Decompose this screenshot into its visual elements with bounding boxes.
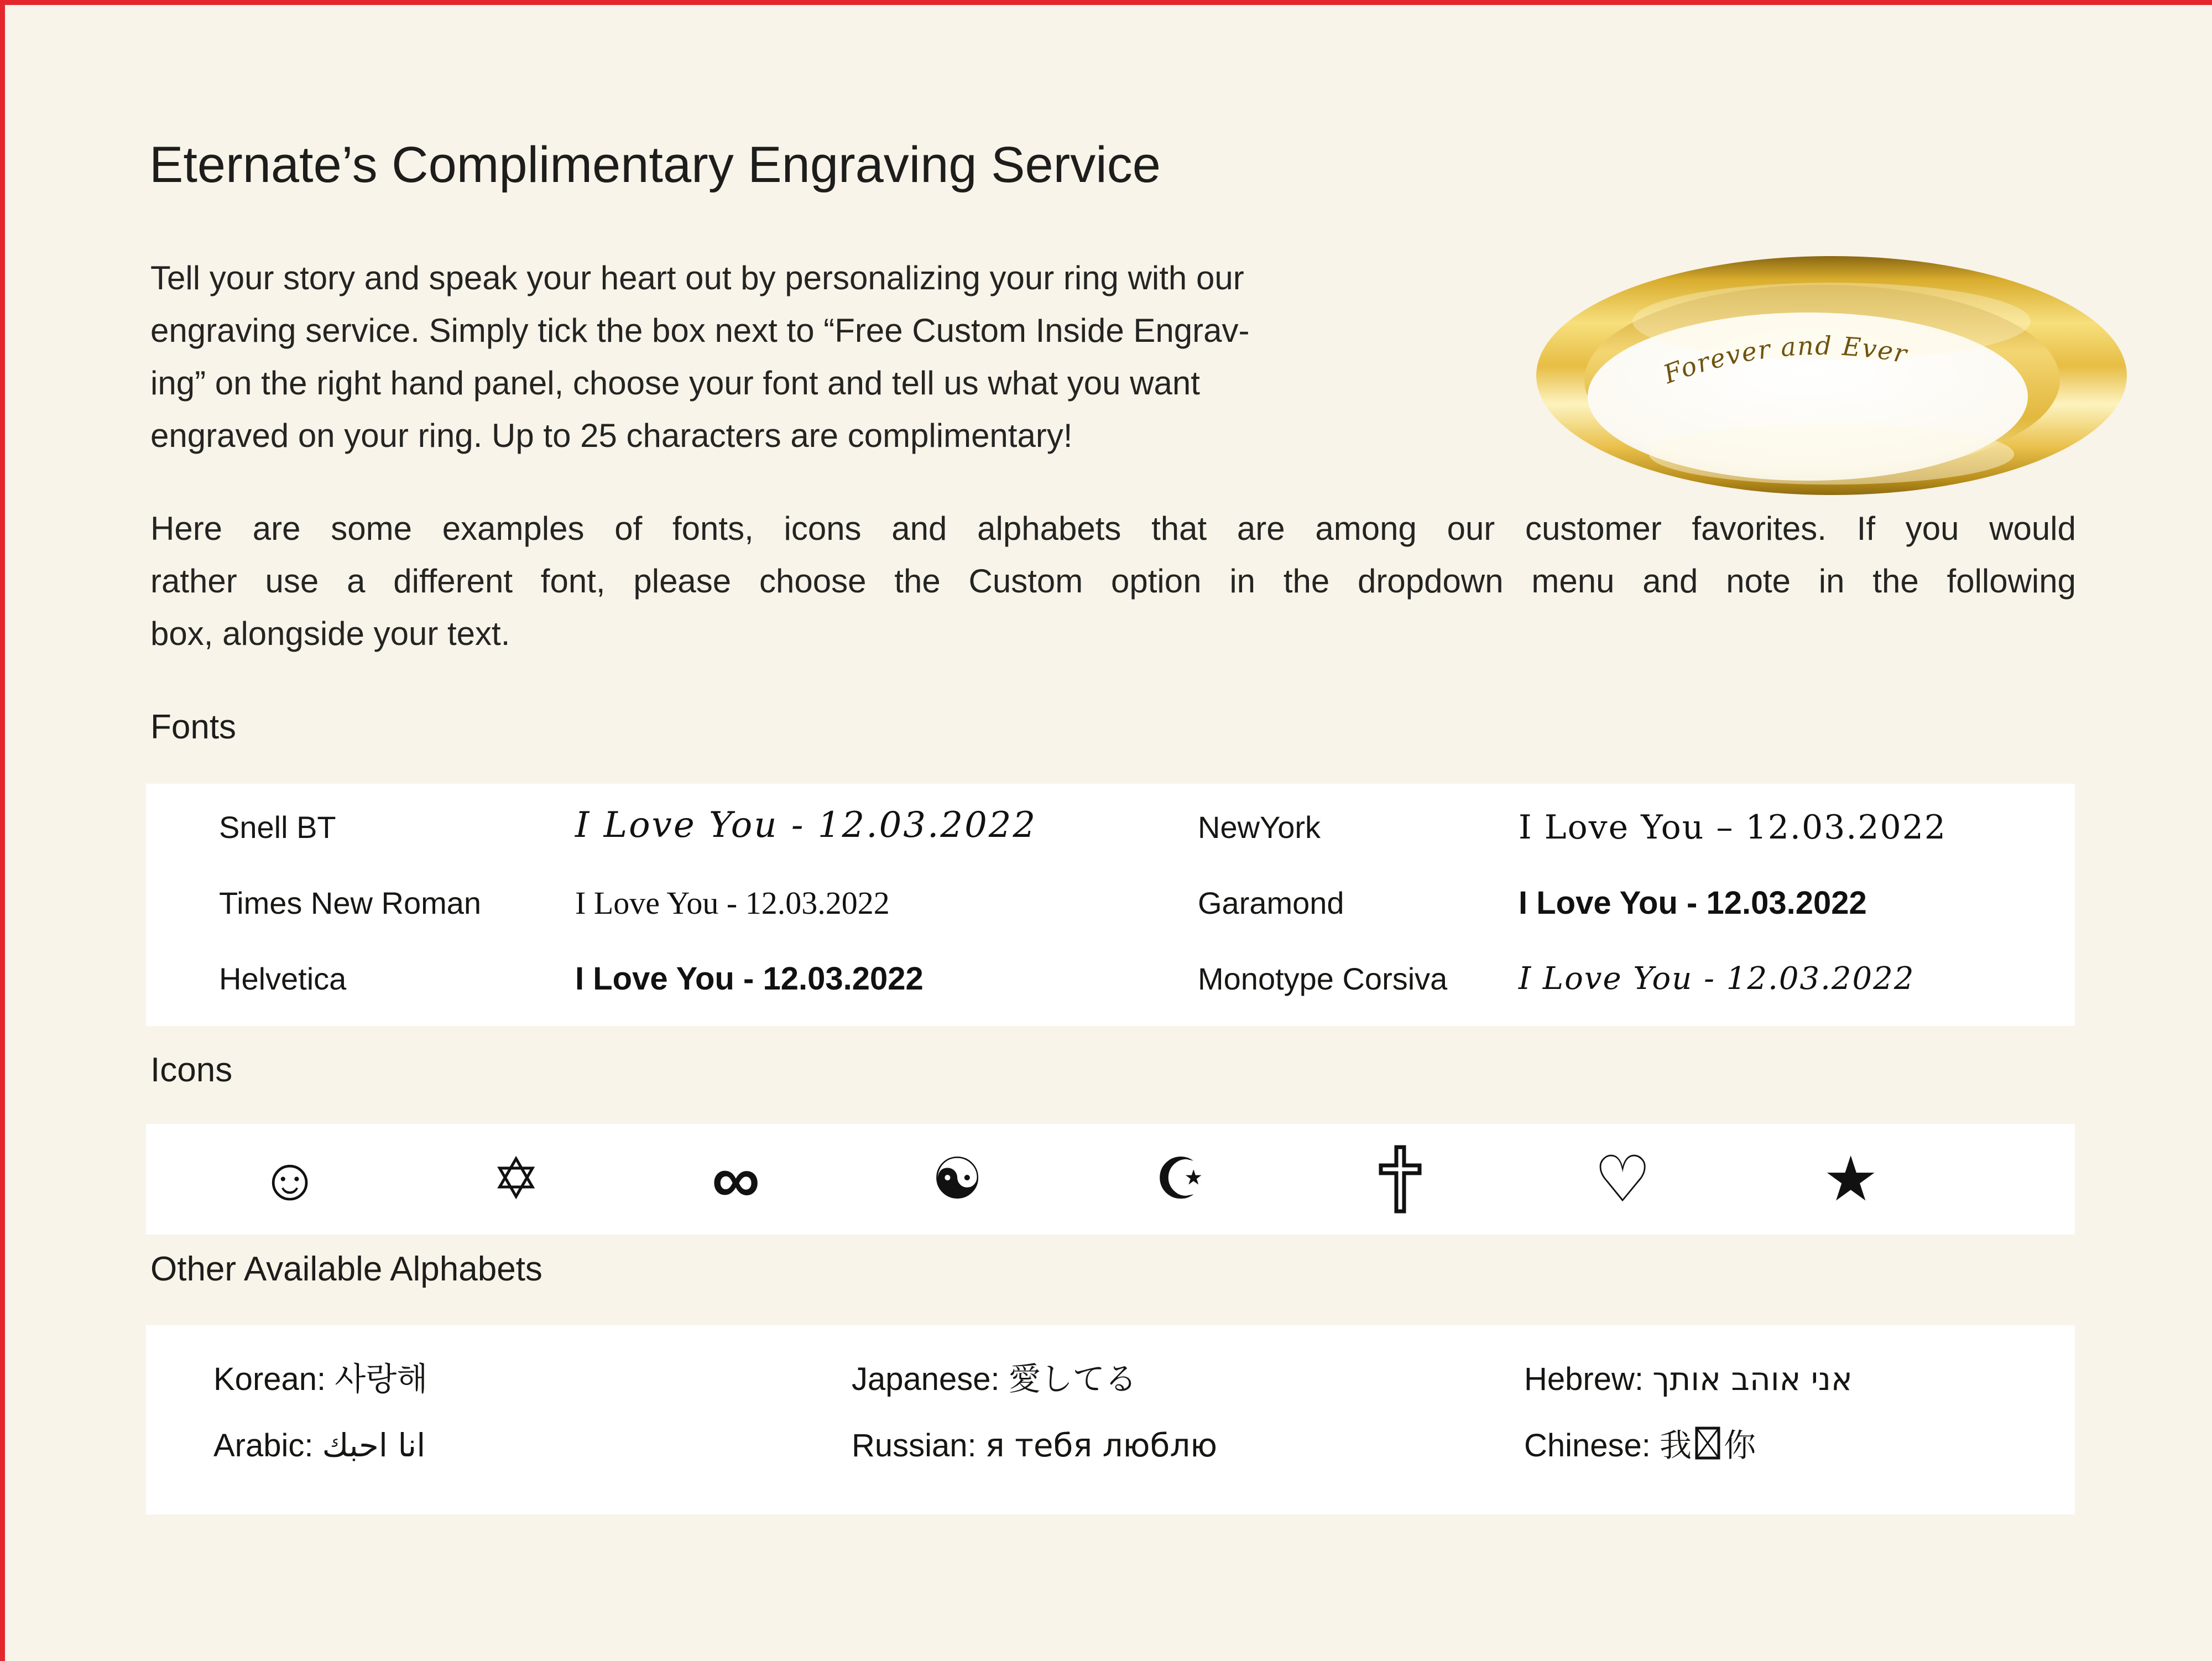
intro-line: engraving service. Simply tick the box next to “Free Custom Inside Engrav- <box>150 312 1250 349</box>
font-name: Garamond <box>1198 886 1344 920</box>
fonts-panel <box>146 784 2075 1026</box>
alphabet-entry-arabic <box>213 1426 425 1465</box>
alphabet-entry-japanese <box>852 1360 1137 1399</box>
alphabet-entry-korean <box>213 1360 427 1399</box>
missing-glyph-box <box>1695 1426 1720 1469</box>
alphabet-entry-russian <box>852 1426 1217 1465</box>
alphabet-sample-text: я тебя люблю <box>985 1426 1218 1464</box>
font-sample-helvetica: I Love You - 12.03.2022 <box>575 961 924 997</box>
icons-panel <box>146 1124 2075 1235</box>
alphabets-panel <box>146 1325 2075 1514</box>
alphabet-language-label: Hebrew: <box>1524 1361 1644 1397</box>
font-sample-garamond: I Love You - 12.03.2022 <box>1519 885 1867 921</box>
infinity-icon: ∞ <box>712 1142 760 1217</box>
intro-line: ing” on the right hand panel, choose your font and tell us what you want <box>150 365 1200 402</box>
font-sample-newyork: I Love You – 12.03.2022 <box>1519 808 1947 847</box>
font-name: NewYork <box>1198 810 1321 845</box>
alphabet-sample-text: انا احبك <box>322 1426 426 1464</box>
alphabet-entry-chinese <box>1524 1426 1756 1469</box>
alphabet-language-label: Russian: <box>852 1428 977 1464</box>
body-paragraph <box>150 502 2076 660</box>
alphabet-sample-text: 愛してる <box>1008 1360 1137 1398</box>
ring-illustration <box>1535 255 2129 497</box>
star-icon: ★ <box>1823 1144 1879 1214</box>
body-line: rather use a different font, please choose the Custom option in the dropdown menu and note in the following <box>150 563 2076 600</box>
body-line: Here are some examples of fonts, icons and alphabets that are among our customer favorites. If you would <box>150 510 2076 547</box>
intro-line: engraved on your ring. Up to 25 characters are complimentary! <box>150 417 1073 454</box>
alphabet-language-label: Arabic: <box>213 1428 314 1464</box>
icons-section-label: Icons <box>150 1051 233 1089</box>
font-name: Monotype Corsiva <box>1198 961 1448 996</box>
alphabet-language-label: Japanese: <box>852 1361 1000 1397</box>
font-sample-monotype-corsiva: I Love You - 12.03.2022 <box>1519 961 1915 997</box>
alphabet-sample-text: 我 <box>1660 1426 1692 1464</box>
font-name: Times New Roman <box>219 886 482 920</box>
page-title: Eternate’s Complimentary Engraving Service <box>149 137 1161 193</box>
latin-cross-icon <box>1378 1144 1422 1214</box>
ring-engraving-text: Forever and Ever <box>1659 330 1910 389</box>
alphabet-sample-text: 你 <box>1724 1426 1756 1464</box>
red-top-border <box>0 0 2212 5</box>
font-name: Snell BT <box>219 810 336 845</box>
star-of-david-icon: ✡ <box>492 1147 540 1211</box>
yin-yang-icon: ☯ <box>931 1147 983 1211</box>
font-name: Helvetica <box>219 961 347 996</box>
heart-icon: ♡ <box>1594 1143 1652 1215</box>
body-line: box, alongside your text. <box>150 615 510 652</box>
alphabet-sample-text: 사랑해 <box>335 1360 428 1398</box>
font-sample-snell-bt: I Love You - 12.03.2022 <box>575 805 1037 846</box>
intro-paragraph <box>150 252 1489 462</box>
smiley-icon: ☺ <box>259 1145 321 1212</box>
font-sample-times-new-roman: I Love You - 12.03.2022 <box>575 885 890 921</box>
intro-line: Tell your story and speak your heart out by personalizing your ring with our <box>150 259 1244 296</box>
alphabet-sample-text: אני אוהב אותך <box>1652 1360 1853 1398</box>
alphabet-language-label: Korean: <box>213 1361 326 1397</box>
alphabet-entry-hebrew <box>1524 1360 1853 1399</box>
alphabets-section-label: Other Available Alphabets <box>150 1250 542 1288</box>
alphabet-language-label: Chinese: <box>1524 1428 1651 1464</box>
fonts-section-label: Fonts <box>150 708 237 746</box>
ring-photo <box>1535 255 2129 497</box>
red-left-border <box>0 0 5 1661</box>
crescent-star-icon: ☪ <box>1155 1147 1207 1211</box>
